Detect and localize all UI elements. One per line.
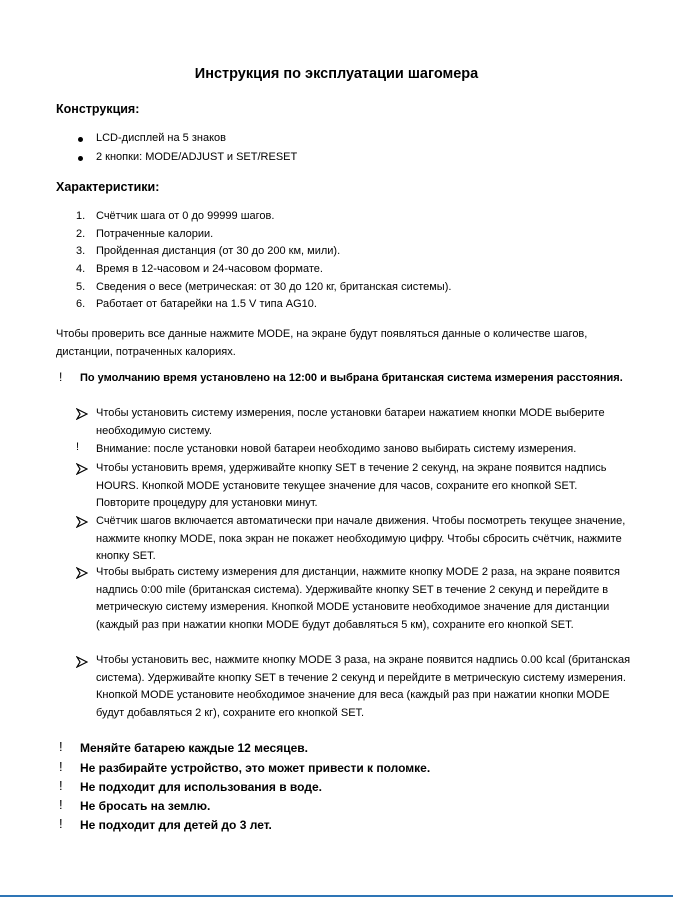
bullet-icon — [78, 156, 83, 161]
construction-heading: Конструкция: — [56, 102, 140, 116]
instruction-item: Чтобы установить систему измерения, после установки батареи нажатием кнопки MODE выберите необходимую систему. — [96, 407, 605, 437]
exclamation-icon: ! — [59, 778, 63, 793]
battery-warning-note: Внимание: после установки новой батареи необходимо заново выбирать систему измерения. — [96, 443, 577, 455]
list-number: 3. — [76, 245, 86, 257]
instruction-item: Чтобы установить вес, нажмите кнопку MODE 3 раза, на экране появится надпись 0.00 kcal (британская система). Удерживайте кнопку SET в течение 2 секунд и перейдите в метрическую систему измерения. Кнопкой MODE установите необходимое значение для веса (каждый раз при нажатии кнопки MODE будут добавляться 2 кг), сохраните его кнопкой SET. — [96, 654, 631, 719]
exclamation-icon: ! — [59, 739, 63, 754]
exclamation-icon: ! — [59, 759, 63, 774]
warning-item: Не бросать на землю. — [80, 799, 211, 813]
arrow-bullet-icon — [76, 516, 88, 528]
list-number: 5. — [76, 281, 86, 293]
instruction-item: Чтобы установить время, удерживайте кнопку SET в течение 2 секунд, на экране появится надпись HOURS. Кнопкой MODE установите текущее значение для часов, сохраните его кнопкой SET. Повторите процедуру для установки минут. — [96, 462, 607, 509]
exclamation-icon: ! — [76, 441, 80, 453]
characteristic-item: Работает от батарейки на 1.5 V типа AG10. — [96, 298, 317, 310]
exclamation-icon: ! — [59, 816, 63, 831]
intro-paragraph: Чтобы проверить все данные нажмите MODE, на экране будут появляться данные о количестве шагов, дистанции, потраченных калориях. — [56, 328, 588, 358]
instruction-item: Чтобы выбрать систему измерения для дистанции, нажмите кнопку MODE 2 раза, на экране появится надпись 0:00 mile (британская система). Удерживайте кнопку SET в течение 2 секунд и перейдите в метрическую систему измерения. Кнопкой MODE установите необходимое значение для дистанции (каждый раз при нажатии кнопки MODE будут добавляться 5 км), сохраните его кнопкой SET. — [96, 566, 620, 631]
warning-item: Не подходит для детей до 3 лет. — [80, 818, 272, 832]
arrow-bullet-icon — [76, 656, 88, 668]
construction-item: 2 кнопки: MODE/ADJUST и SET/RESET — [96, 151, 298, 163]
list-number: 4. — [76, 263, 86, 275]
arrow-bullet-icon — [76, 463, 88, 475]
construction-item: LCD-дисплей на 5 знаков — [96, 132, 226, 144]
instruction-item: Счётчик шагов включается автоматически при начале движения. Чтобы посмотреть текущее значение, нажмите кнопку MODE, пока экран не покажет необходимую цифру. Чтобы сбросить счётчик, нажмите кнопку SET. — [96, 515, 626, 562]
characteristic-item: Сведения о весе (метрическая: от 30 до 120 кг, британская системы). — [96, 281, 452, 293]
characteristic-item: Время в 12-часовом и 24-часовом формате. — [96, 263, 323, 275]
warning-item: Меняйте батарею каждые 12 месяцев. — [80, 741, 308, 755]
arrow-bullet-icon — [76, 408, 88, 420]
list-number: 1. — [76, 210, 86, 222]
characteristic-item: Счётчик шага от 0 до 99999 шагов. — [96, 210, 275, 222]
exclamation-icon: ! — [59, 797, 63, 812]
document-title: Инструкция по эксплуатации шагомера — [194, 66, 479, 82]
bullet-icon — [78, 137, 83, 142]
list-number: 6. — [76, 298, 86, 310]
warning-item: Не разбирайте устройство, это может привести к поломке. — [80, 761, 431, 775]
characteristic-item: Пройденная дистанция (от 30 до 200 км, мили). — [96, 245, 341, 257]
arrow-bullet-icon — [76, 567, 88, 579]
exclamation-icon: ! — [59, 370, 63, 384]
list-number: 2. — [76, 228, 86, 240]
warning-item: Не подходит для использования в воде. — [80, 780, 322, 794]
characteristic-item: Потраченные калории. — [96, 228, 214, 240]
characteristics-heading: Характеристики: — [56, 180, 160, 194]
default-settings-note: По умолчанию время установлено на 12:00 и выбрана британская система измерения расстояния. — [80, 372, 623, 384]
page-bottom-border — [0, 895, 673, 897]
